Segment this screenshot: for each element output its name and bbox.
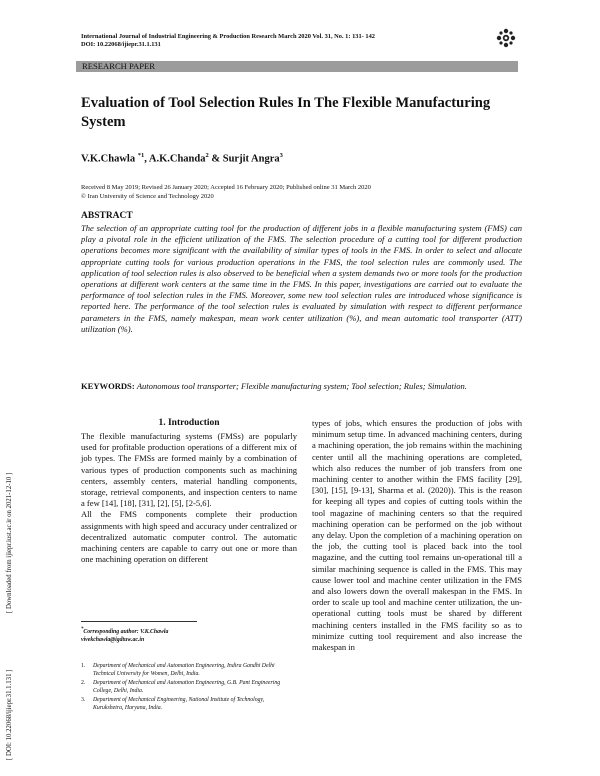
author-separator: & — [208, 153, 223, 165]
corresponding-email: vivekchawla@igdtuw.ac.in — [81, 637, 145, 644]
corresponding-author-name: Corresponding author: V.K.Chawla — [83, 628, 169, 635]
journal-header — [81, 33, 375, 49]
journal-logo-icon — [496, 28, 516, 48]
intro-right-column: types of jobs, which ensures the production of jobs with minimum setup time. In advanced machining centers, during a machining operation, the job remains within the machining center until all the machining operations are completed, which also reduces the number of job transfers from one machining center to another within the FMS facility [29], [30], [15], [9-13], Sharma et al. (2020)). This is the reason for keeping all types and copies of cutting tools within the tool magazine of machining centers so that the required machining operation can be performed on the job without any delay. Upon the completion of a machining operation on the job, the cutting tool is placed back into the tool magazine, and the cutting tool remains un-operational till a similar machining sequence is called in the FMS. This may cause lower tool and machine center utilization in the FMS and also lowers down the overall makespan in the FMS. In order to scale up tool and machine center utilization, the un-operational cutting tools must be shared by different machining centers installed in the FMS facility so as to minimize cutting tool requirement and also increase the makespan in — [312, 418, 522, 653]
author-list — [81, 152, 283, 165]
abstract-heading: ABSTRACT — [81, 211, 133, 221]
affiliations — [81, 662, 295, 714]
affiliation-item — [81, 679, 295, 695]
affiliation-text: Department of Mechanical and Automation Engineering, Indira Gandhi Delhi Technical University for Women, Delhi, India. — [93, 663, 275, 678]
author-name: Surjit Angra — [222, 153, 280, 165]
section-heading-introduction: 1. Introduction — [158, 418, 220, 428]
abstract-text: The selection of an appropriate cutting tool for the production of different jobs in a flexible manufacturing system (FMS) can play a pivotal role in the efficient utilization of the FMS. The selection procedure of a cutting tool for different production operations becomes more significant with the availability of similar types of tools in the FMS. In order to select and allocate appropriate cutting tools for various production operations in the FMS, the tool selection rules are commonly used. The application of tool selection rules is also observed to be beneficial when a system demands two or more tools for the production operations at different work centers at the same time in the FMS. In this paper, investigations are carried out to evaluate the performance of tool selection rules in the FMS. Moreover, some new tool selection rules are introduced whose significance is reported here. The performance of the tool selection rules is evaluated by simulation with respect to different performance parameters in the FMS, namely makespan, mean work center utilization (%), and mean automatic tool transporter (ATT) utilization (%). — [81, 223, 522, 334]
intro-paragraph: The flexible manufacturing systems (FMSs) are popularly used for profitable production operations of a different mix of job types. The FMSs are formed mainly by a combination of various types of production components such as machining centers, assembly centers, material handling components, storage, retrieval components, and inspection centers to name a few [14], [18], [31], [2], [5], [2-5,6]. — [81, 431, 297, 509]
side-doi-note: [ DOI: 10.22068/ijiepr.31.1.131 ] — [6, 669, 13, 760]
footnote-divider — [81, 621, 197, 622]
affiliation-number: 1. — [81, 663, 86, 669]
publication-history — [81, 184, 371, 201]
intro-left-column — [81, 431, 297, 565]
keywords — [81, 381, 522, 392]
corresponding-author — [81, 626, 168, 645]
affiliation-text: Department of Mechanical Engineering, National Institute of Technology, Kurukshetra, Haryana, India. — [93, 697, 265, 712]
received-dates: Received 8 May 2019; Revised 26 January 2020; Accepted 16 February 2020; Published online 31 March 2020 — [81, 184, 371, 191]
keywords-text: Autonomous tool transporter; Flexible manufacturing system; Tool selection; Rules; Simulation. — [136, 381, 467, 391]
affiliation-item — [81, 662, 295, 678]
affiliation-text: Department of Mechanical and Automation Engineering, G.B. Pant Engineering College, Delhi, India. — [93, 680, 281, 695]
author-separator: , — [144, 153, 149, 165]
author-name: V.K.Chawla — [81, 153, 136, 165]
article-type-banner: RESEARCH PAPER — [76, 61, 518, 72]
journal-doi: DOI: 10.22068/ijiepr.31.1.131 — [81, 41, 161, 48]
intro-paragraph: All the FMS components complete their production assignments with high speed and accuracy under centralized or decentralized automatic computer control. The automatic machining centers are capable to carry out one or more than one machining operation on different — [81, 509, 297, 565]
corresponding-mark: * — [81, 627, 84, 632]
author-affiliation-mark: 2 — [205, 152, 209, 159]
affiliation-number: 2. — [81, 680, 86, 687]
author-name: A.K.Chanda — [148, 153, 206, 165]
author-affiliation-mark: 3 — [279, 152, 283, 159]
journal-citation: International Journal of Industrial Engineering & Production Research March 2020 Vol. 31, No. 1: 131- 142 — [81, 33, 375, 40]
affiliation-item — [81, 696, 295, 712]
affiliation-number: 3. — [81, 697, 86, 704]
keywords-label: KEYWORDS: — [81, 381, 135, 391]
side-download-note: [ Downloaded from ijiepr.iust.ac.ir on 2021-12-10 ] — [6, 472, 13, 613]
author-affiliation-mark: *1 — [137, 152, 145, 159]
paper-title: Evaluation of Tool Selection Rules In The Flexible Manufacturing System — [81, 95, 491, 130]
copyright-line: © Iran University of Science and Technology 2020 — [81, 192, 214, 200]
